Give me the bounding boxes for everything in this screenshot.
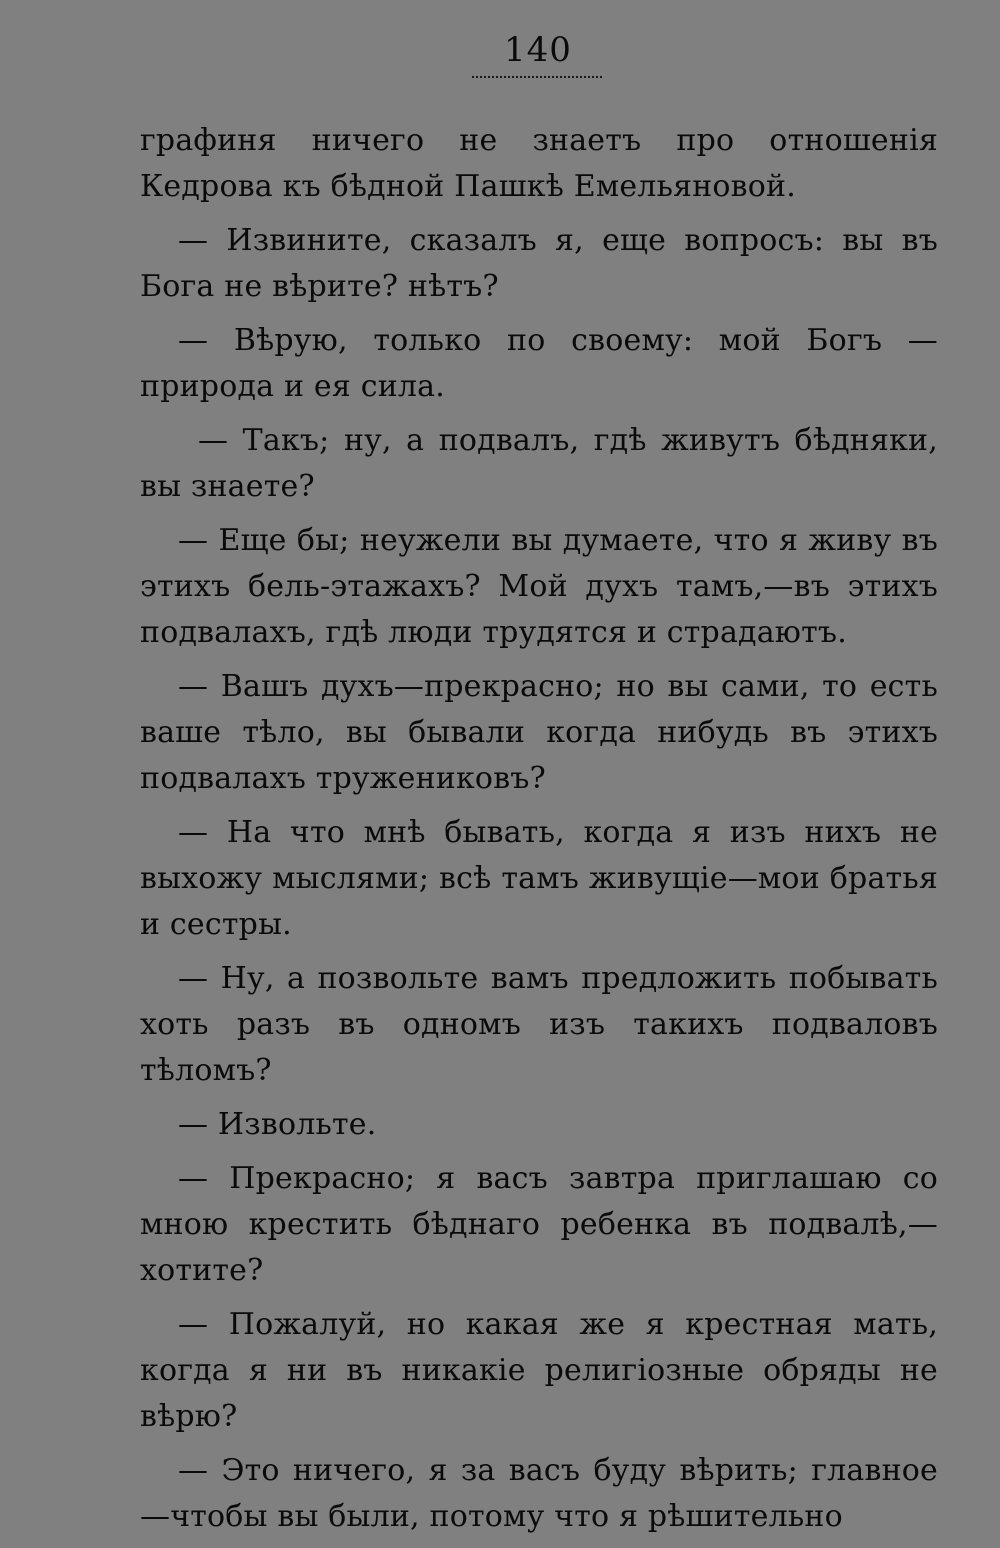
paragraph: — Прекрасно; я васъ завтра приглашаю со мною крестить бѣднаго ребенка въ подвалѣ,— хотите? bbox=[140, 1161, 938, 1288]
page-number: 140 bbox=[504, 30, 572, 70]
paragraph: — Ну, а позвольте вамъ предложить побывать хоть разъ въ одномъ изъ такихъ подваловъ тѣломъ? bbox=[140, 961, 938, 1088]
paragraph: — Вашъ духъ—прекрасно; но вы сами, то есть ваше тѣло, вы бывали когда нибудь въ этихъ подвалахъ тружениковъ? bbox=[140, 669, 938, 796]
paragraph: — Извольте. bbox=[178, 1107, 377, 1142]
paragraph: — Такъ; ну, а подвалъ, гдѣ живутъ бѣдняки, вы знаете? bbox=[140, 423, 938, 504]
body-text bbox=[140, 118, 938, 1548]
paragraph: — Это ничего, я за васъ буду вѣрить; главное—чтобы вы были, потому что я рѣшительно bbox=[140, 1453, 938, 1534]
paragraph: — Пожалуй, но какая же я крестная мать, когда я ни въ никакіе религіозные обряды не вѣрю? bbox=[140, 1307, 938, 1434]
paragraph: графиня ничего не знаетъ про отношенія Кедрова къ бѣдной Пашкѣ Емельяновой. bbox=[140, 123, 938, 204]
header-rule bbox=[472, 76, 602, 78]
paragraph: — Вѣрую, только по своему: мой Богъ — природа и ея сила. bbox=[140, 323, 938, 404]
paragraph: — Извините, сказалъ я, еще вопросъ: вы въ Бога не вѣрите? нѣтъ? bbox=[140, 223, 938, 304]
paragraph: — На что мнѣ бывать, когда я изъ нихъ не выхожу мыслями; всѣ тамъ живущіе—мои братья и сестры. bbox=[140, 815, 938, 942]
paragraph: — Еще бы; неужели вы думаете, что я живу въ этихъ бель-этажахъ? Мой духъ тамъ,—въ этихъ подвалахъ, гдѣ люди трудятся и страдаютъ. bbox=[140, 523, 938, 650]
